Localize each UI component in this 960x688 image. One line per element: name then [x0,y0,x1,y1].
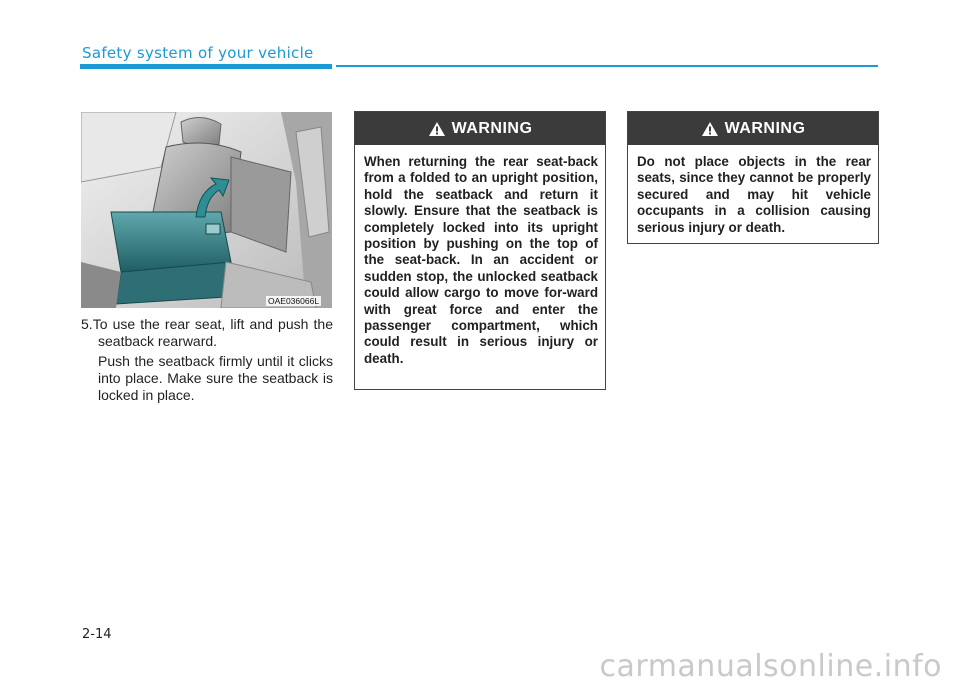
step-number: 5. [81,316,93,332]
rear-seat-illustration [81,112,332,308]
section-title: Safety system of your vehicle [82,44,314,62]
warning-text: When returning the rear seat-back from a folded to an upright position, hold the seatback and return it slowly. Ensure that the seatback is completely locked into its upright position by pushing on the top of the seat-back. In an accident or sudden stop, the unlocked seatback could allow cargo to move for-ward with great force and enter the passenger compartment, which could result in serious injury or death. [364,154,598,366]
step-text: To use the rear seat, lift and push the seatback rearward. [92,316,333,349]
step-5 [81,316,333,350]
warning-text: Do not place objects in the rear seats, since they cannot be properly secured and may hit vehicle occupants in a collision causing serious injury or death. [637,154,871,235]
header-rule [336,65,878,67]
warning-title: WARNING [451,119,533,137]
warning-title: WARNING [724,119,806,137]
page-number: 2-14 [82,627,112,642]
warning-triangle-icon [428,121,446,137]
figure-code: OAE036066L [268,296,320,306]
warning-box-seatback [354,111,606,390]
step-subtext: Push the seatback firmly until it clicks into place. Make sure the seatback is locked in place. [98,353,333,403]
warning-box-objects [627,111,879,244]
warning-header [628,112,878,145]
warning-header [355,112,605,145]
header-accent-bar [80,64,332,69]
warning-triangle-icon [701,121,719,137]
watermark: carmanualsonline.info [599,649,942,684]
step-5-detail [98,353,333,404]
